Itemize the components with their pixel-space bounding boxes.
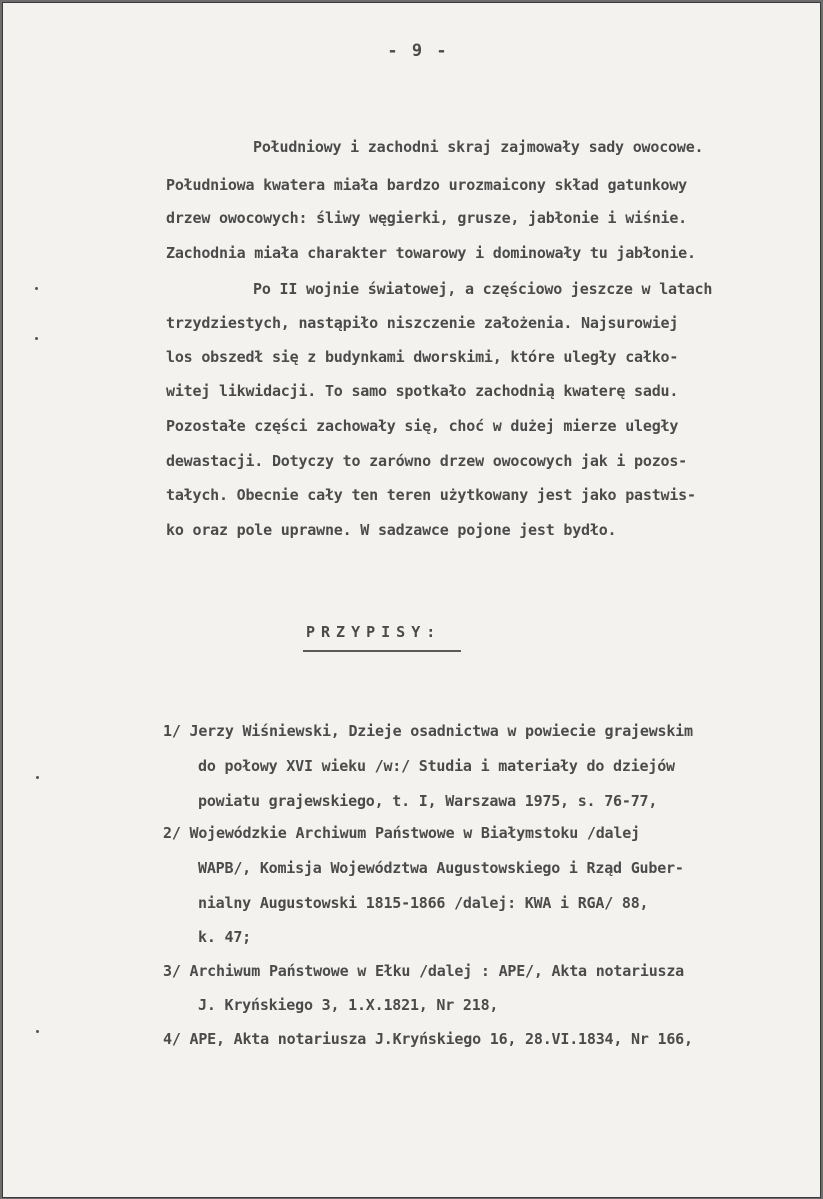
paragraph-line: Po II wojnie światowej, a częściowo jeszcze w latach — [253, 280, 713, 298]
footnote-line: k. 47; — [198, 928, 251, 946]
footnote-line: nialny Augustowski 1815-1866 /dalej: KWA i RGA/ 88, — [198, 894, 649, 912]
footnote-line: 3/ Archiwum Państwowe w Ełku /dalej : APE/, Akta notariusza — [163, 962, 685, 980]
footnote-line: 4/ APE, Akta notariusza J.Kryńskiego 16, 28.VI.1834, Nr 166, — [163, 1030, 693, 1048]
margin-speck — [35, 337, 38, 340]
margin-speck — [35, 287, 38, 290]
footnote-line: WAPB/, Komisja Województwa Augustowskiego i Rząd Guber- — [198, 859, 684, 877]
page-number: - 9 - — [387, 41, 449, 61]
footnote-line: 2/ Wojewódzkie Archiwum Państwowe w Białymstoku /dalej — [163, 824, 640, 842]
paragraph-line: Południowa kwatera miała bardzo urozmaicony skład gatunkowy — [166, 176, 688, 194]
footnote-line: J. Kryńskiego 3, 1.X.1821, Nr 218, — [198, 996, 499, 1014]
paragraph-line: los obszedł się z budynkami dworskimi, które uległy całko- — [166, 348, 679, 366]
paragraph-line: Zachodnia miała charakter towarowy i dominowały tu jabłonie. — [166, 244, 696, 262]
margin-speck — [36, 776, 39, 779]
paragraph-line: Pozostałe części zachowały się, choć w dużej mierze uległy — [166, 417, 679, 435]
footnote-line: powiatu grajewskiego, t. I, Warszawa 1975, s. 76-77, — [198, 792, 658, 810]
paragraph-line: witej likwidacji. To samo spotkało zachodnią kwaterę sadu. — [166, 382, 679, 400]
paragraph-line: dewastacji. Dotyczy to zarówno drzew owocowych jak i pozos- — [166, 452, 688, 470]
heading-underline — [303, 650, 461, 652]
margin-speck — [36, 1030, 39, 1033]
paragraph-line: ko oraz pole uprawne. W sadzawce pojone jest bydło. — [166, 521, 617, 539]
paragraph-line: Południowy i zachodni skraj zajmowały sady owocowe. — [253, 138, 704, 156]
document-page — [2, 2, 821, 1198]
footnote-line: 1/ Jerzy Wiśniewski, Dzieje osadnictwa w powiecie grajewskim — [163, 722, 693, 740]
paragraph-line: drzew owocowych: śliwy węgierki, grusze, jabłonie i wiśnie. — [166, 209, 688, 227]
paragraph-line: tałych. Obecnie cały ten teren użytkowany jest jako pastwis- — [166, 486, 696, 504]
footnote-line: do połowy XVI wieku /w:/ Studia i materiały do dziejów — [198, 757, 675, 775]
paragraph-line: trzydziestych, nastąpiło niszczenie założenia. Najsurowiej — [166, 314, 679, 332]
footnotes-heading: PRZYPISY: — [306, 623, 442, 641]
